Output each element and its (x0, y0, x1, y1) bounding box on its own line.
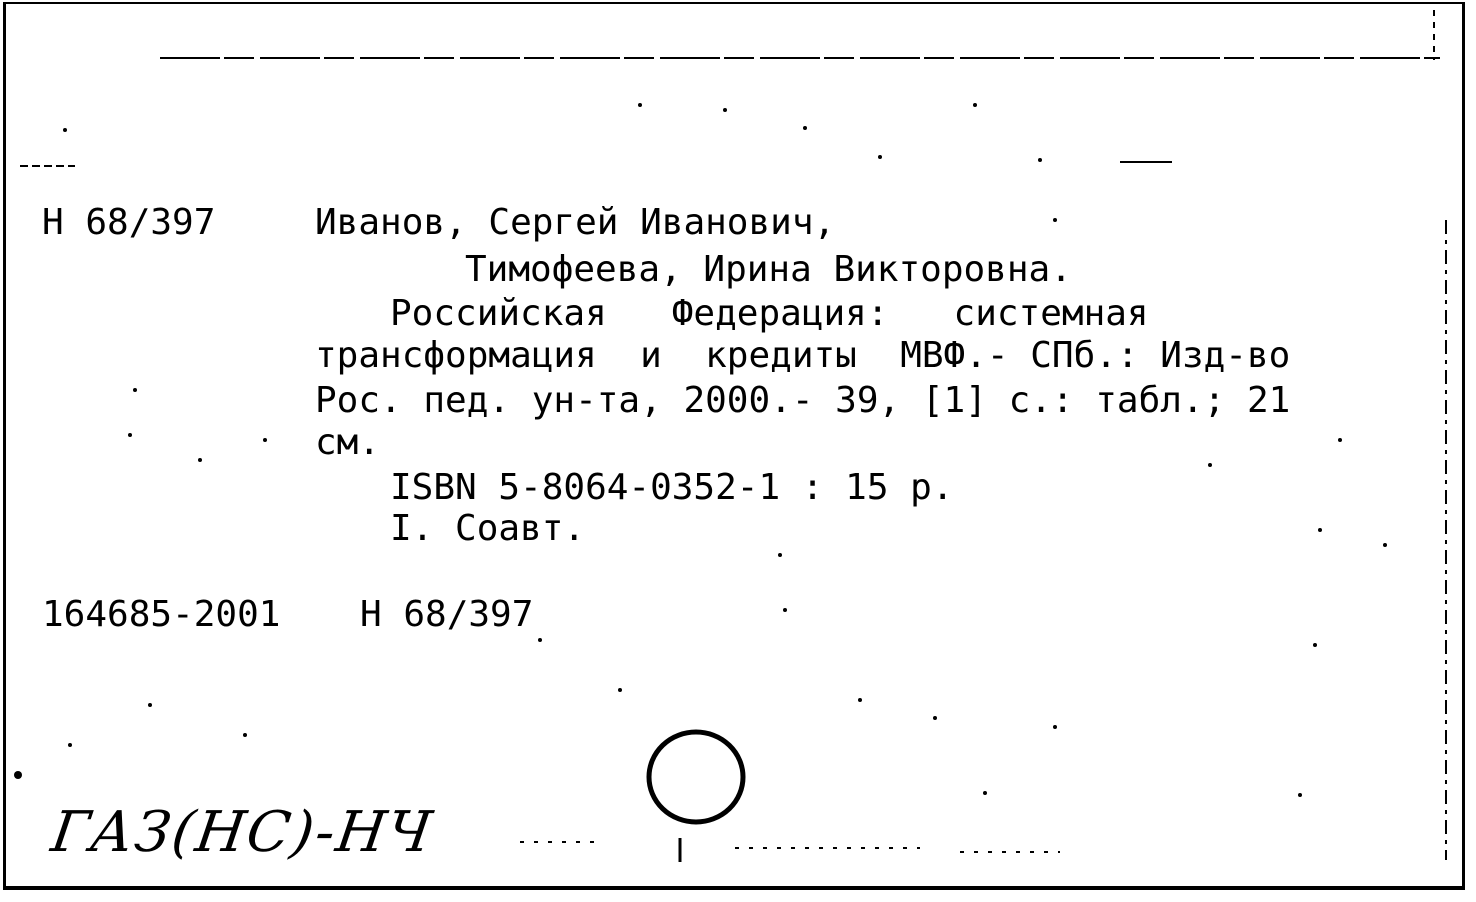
accession-number: 164685-2001 (42, 594, 281, 635)
title-line-4: см. (315, 422, 381, 463)
isbn-line: ISBN 5-8064-0352-1 : 15 р. (390, 467, 954, 508)
bottom-dotted-marks (520, 842, 1060, 852)
author-primary: Иванов, Сергей Иванович, (315, 202, 836, 243)
handwritten-note: ГАЗ(НС)-НЧ (47, 800, 438, 865)
author-coauthor: Тимофеева, Ирина Викторовна. (465, 249, 1072, 290)
punch-hole-circle (649, 732, 743, 822)
shelf-mark-bottom: Н 68/397 (360, 594, 534, 635)
tracing-line: I. Соавт. (390, 508, 586, 549)
title-line-2: трансформация и кредиты МВФ.- СПб.: Изд-во (315, 335, 1291, 376)
title-line-1: Российская Федерация: системная (390, 293, 1149, 334)
title-line-3: Рос. пед. ун-та, 2000.- 39, [1] с.: табл.; 21 (315, 380, 1291, 421)
shelf-mark: Н 68/397 (42, 202, 216, 243)
